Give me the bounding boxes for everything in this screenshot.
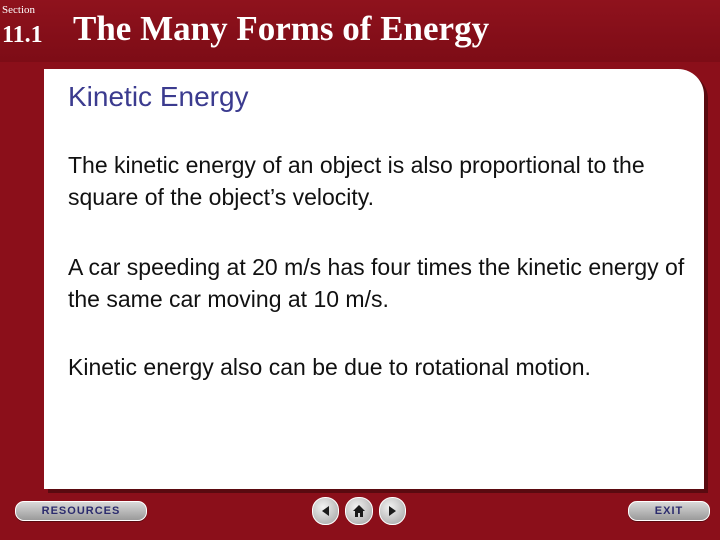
content-panel <box>44 69 704 489</box>
section-label: Section <box>2 4 35 16</box>
right-arrow-icon <box>385 504 399 518</box>
header-bar <box>0 0 720 62</box>
paragraph-2: A car speeding at 20 m/s has four times the kinetic energy of the same car moving at 10 m/s. <box>68 254 685 312</box>
navigation-controls <box>312 497 406 525</box>
page-title: The Many Forms of Energy <box>73 9 490 48</box>
section-number: 11.1 <box>2 22 43 48</box>
resources-button[interactable]: RESOURCES <box>15 501 147 521</box>
next-button[interactable] <box>379 497 406 525</box>
paragraph-1: The kinetic energy of an object is also proportional to the square of the object’s velocity. <box>68 152 645 210</box>
paragraph-3: Kinetic energy also can be due to rotational motion. <box>68 354 591 380</box>
slide-heading: Kinetic Energy <box>68 81 249 112</box>
home-icon <box>351 503 367 519</box>
exit-button[interactable]: EXIT <box>628 501 710 521</box>
left-accent-column <box>0 62 44 540</box>
previous-button[interactable] <box>312 497 339 525</box>
left-arrow-icon <box>319 504 333 518</box>
home-button[interactable] <box>345 497 372 525</box>
